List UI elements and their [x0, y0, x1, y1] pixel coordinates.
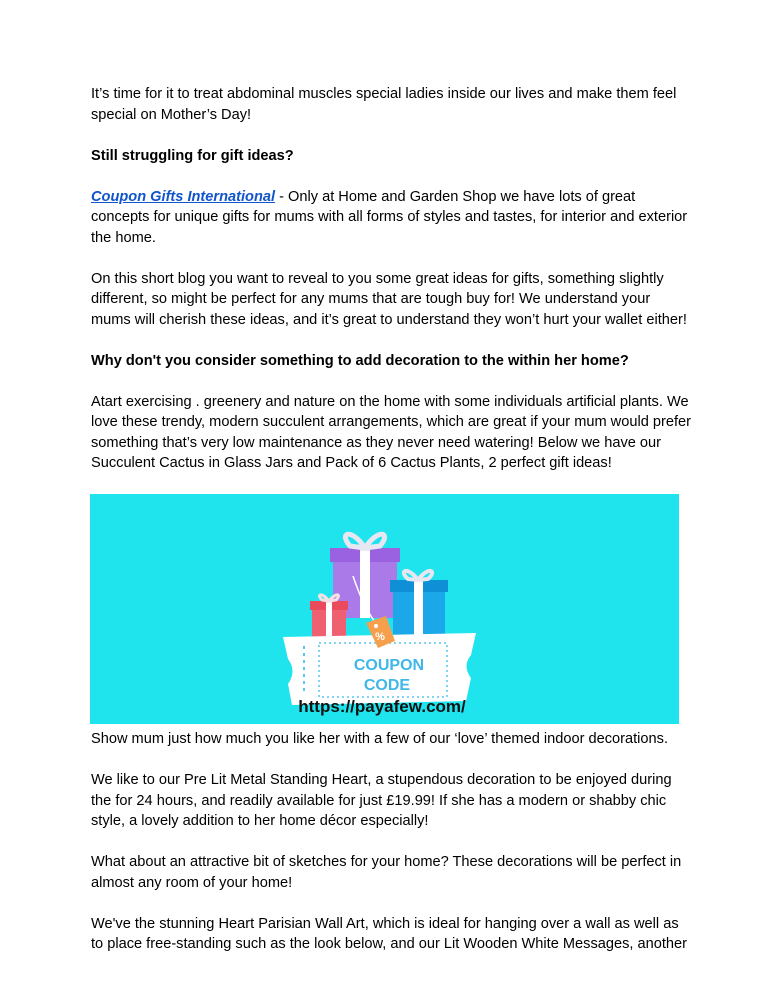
percent-tag-symbol: %: [375, 631, 385, 643]
plants-paragraph: Atart exercising . greenery and nature on the home with some individuals artificial plants. We love these trendy, modern succulent arrangements, which are great if your mum would prefer something that’s very low maintenance as they never need watering! Below we have our Succulent Cactus in Glass Jars and Pack of 6 Cactus Plants, 2 perfect gift ideas!: [91, 393, 691, 471]
love-decorations-paragraph: Show mum just how much you like her with a few of our ‘love’ themed indoor decorations.: [91, 731, 669, 747]
wall-art-paragraph: We've the stunning Heart Parisian Wall Art, which is ideal for hanging over a wall as well as to place free-standing such as the look below, and our Lit Wooden White Messages, another: [91, 915, 687, 952]
coupon-illustration: [90, 494, 679, 724]
coupon-paragraph-text: - Only at Home and Garden Shop we have lots of great concepts for unique gifts for mums with all forms of styles and tastes, for interior and exterior the home.: [91, 188, 688, 246]
intro-paragraph: It’s time for it to treat abdominal muscles special ladies inside our lives and make them feel special on Mother’s Day!: [91, 86, 677, 123]
banner-url: https://payafew.com/: [298, 697, 466, 716]
coupon-paragraph: [91, 187, 691, 249]
document-body: [91, 84, 691, 975]
standing-heart-paragraph: We like to our Pre Lit Metal Standing Heart, a stupendous decoration to be enjoyed during the for 24 hours, and readily available for just £19.99! If she has a modern or shabby chic style, a lovely addition to her home décor especially!: [91, 772, 672, 829]
coupon-banner-image: [90, 494, 679, 724]
code-word: CODE: [363, 677, 411, 694]
heading-decoration: Why don't you consider something to add decoration to the within her home?: [91, 352, 629, 369]
heading-gift-ideas: Still struggling for gift ideas?: [91, 147, 294, 164]
coupon-gifts-link[interactable]: Coupon Gifts International: [91, 188, 276, 205]
sketches-paragraph: What about an attractive bit of sketches for your home? These decorations will be perfect in almost any room of your home!: [91, 854, 682, 891]
coupon-word: COUPON: [353, 657, 425, 674]
blog-intro-paragraph: On this short blog you want to reveal to you some great ideas for gifts, something slightly different, so might be perfect for any mums that are tough buy for! We understand your mums will cherish these ideas, and it’s great to understand they won’t hurt your wallet either!: [91, 270, 687, 328]
